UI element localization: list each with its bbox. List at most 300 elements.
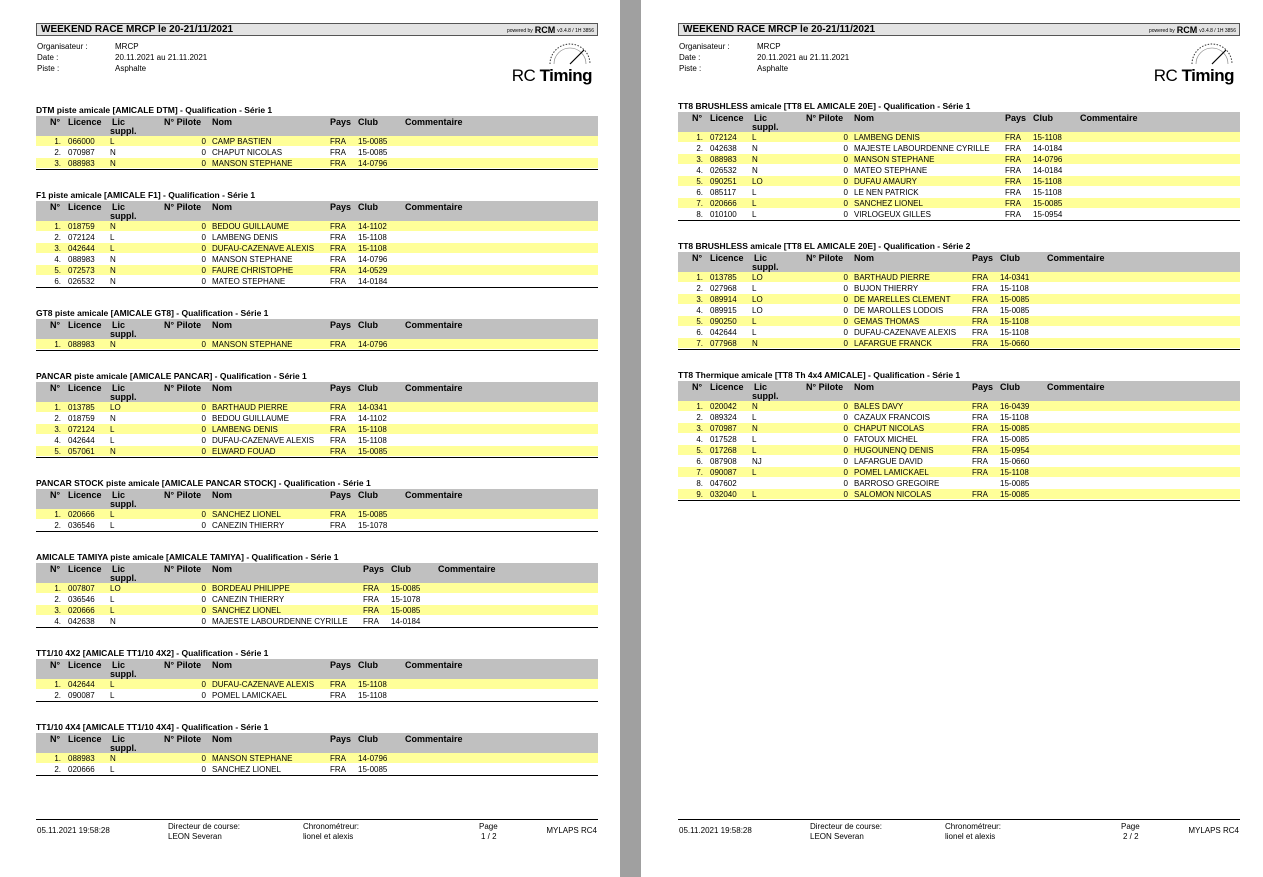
- cell-licence: 089915: [710, 306, 737, 315]
- cell-rank: 2.: [696, 413, 703, 422]
- table-row: [678, 401, 1240, 412]
- cell-licence: 020042: [710, 402, 737, 411]
- cell-club: 14-0341: [358, 403, 388, 412]
- cell-nom: GEMAS THOMAS: [854, 317, 920, 326]
- col-num-header: N°: [50, 383, 61, 393]
- cell-pilote-number: 0: [201, 595, 206, 604]
- col-nom-header: Nom: [854, 382, 874, 392]
- cell-rank: 7.: [696, 199, 703, 208]
- cell-pilote-number: 0: [843, 317, 848, 326]
- col-lic-header: Lic: [112, 734, 126, 744]
- cell-licence: 018759: [68, 222, 95, 231]
- table-end-line: [36, 287, 598, 288]
- cell-pays: FRA: [1005, 155, 1021, 164]
- table-row: [678, 338, 1240, 349]
- cell-club: 14-0184: [358, 277, 388, 286]
- cell-licence: 088983: [68, 255, 95, 264]
- table-end-line: [678, 500, 1240, 501]
- cell-club: 15-1108: [358, 436, 387, 445]
- cell-licence: 070987: [710, 424, 737, 433]
- directeur-label: Directeur de course:: [810, 822, 883, 831]
- cell-club: 15-1108: [358, 691, 387, 700]
- cell-club: 14-1102: [358, 414, 387, 423]
- cell-licence: 013785: [710, 273, 737, 282]
- cell-rank: 4.: [696, 166, 703, 175]
- cell-rank: 2.: [54, 691, 61, 700]
- cell-club: 14-0796: [358, 340, 388, 349]
- table-end-line: [678, 220, 1240, 221]
- table-header: [678, 381, 1240, 401]
- cell-rank: 3.: [696, 295, 703, 304]
- powered-by-label: powered by: [506, 28, 533, 34]
- col-pays-header: Pays: [330, 660, 352, 670]
- cell-licence: 020666: [68, 765, 95, 774]
- rc-timing-logo: [510, 40, 592, 86]
- cell-lic-suppl: L: [752, 328, 757, 337]
- cell-licence: 042644: [68, 244, 95, 253]
- cell-pilote-number: 0: [201, 340, 206, 349]
- cell-pilote-number: 0: [843, 273, 848, 282]
- page-content: [36, 0, 598, 877]
- version-label: v3.4.8 / 1H 3856: [1199, 28, 1236, 34]
- event-info: [37, 41, 297, 74]
- cell-nom: FATOUX MICHEL: [854, 435, 918, 444]
- col-licence-header: Licence: [68, 490, 102, 500]
- cell-pilote-number: 0: [201, 617, 206, 626]
- table-row: [678, 434, 1240, 445]
- cell-pays: FRA: [330, 414, 346, 423]
- cell-pilote-number: 0: [201, 680, 206, 689]
- cell-licence: 042644: [68, 680, 95, 689]
- cell-licence: 087908: [710, 457, 737, 466]
- cell-licence: 013785: [68, 403, 95, 412]
- cell-pilote-number: 0: [843, 402, 848, 411]
- directeur-value: LEON Severan: [810, 832, 864, 841]
- table-header: [36, 563, 598, 583]
- cell-licence: 020666: [68, 606, 95, 615]
- cell-lic-suppl: L: [752, 446, 757, 455]
- cell-rank: 1.: [696, 402, 703, 411]
- cell-pays: FRA: [972, 402, 988, 411]
- cell-licence: 090087: [68, 691, 95, 700]
- col-commentaire-header: Commentaire: [438, 564, 496, 574]
- section-title: TT8 Thermique amicale [TT8 Th 4x4 AMICALE] - Qualification - Série 1: [678, 370, 961, 380]
- cell-pays: FRA: [972, 339, 988, 348]
- table-header: [36, 201, 598, 221]
- col-nom-header: Nom: [212, 660, 232, 670]
- col-pays-header: Pays: [330, 734, 352, 744]
- cell-pilote-number: 0: [201, 244, 206, 253]
- cell-rank: 2.: [54, 765, 61, 774]
- table-header: [36, 319, 598, 339]
- col-commentaire-header: Commentaire: [405, 117, 463, 127]
- section-title: PANCAR STOCK piste amicale [AMICALE PANCAR STOCK] - Qualification - Série 1: [36, 478, 371, 488]
- table-row: [36, 605, 598, 616]
- table-end-line: [36, 627, 598, 628]
- section-title: TT1/10 4X4 [AMICALE TT1/10 4X4] - Qualification - Série 1: [36, 722, 269, 732]
- version-label: v3.4.8 / 1H 3856: [557, 28, 594, 34]
- chrono-label: Chronométreur:: [945, 822, 1002, 831]
- col-licence-header: Licence: [68, 117, 102, 127]
- cell-pays: FRA: [330, 137, 346, 146]
- table-row: [678, 209, 1240, 220]
- cell-pays: FRA: [972, 284, 988, 293]
- cell-pays: FRA: [972, 446, 988, 455]
- cell-licence: 066000: [68, 137, 95, 146]
- table-row: [36, 509, 598, 520]
- logo-text: [1154, 66, 1234, 86]
- col-num-header: N°: [692, 382, 703, 392]
- table-row: [36, 424, 598, 435]
- section-title: F1 piste amicale [AMICALE F1] - Qualification - Série 1: [36, 190, 256, 200]
- cell-rank: 6.: [696, 188, 703, 197]
- col-lic-header: Lic: [112, 320, 126, 330]
- cell-pilote-number: 0: [201, 436, 206, 445]
- cell-pilote-number: 0: [201, 255, 206, 264]
- system-name: MYLAPS RC4: [1188, 826, 1239, 835]
- cell-licence: 090251: [710, 177, 737, 186]
- cell-pays: FRA: [363, 584, 379, 593]
- cell-licence: 036546: [68, 595, 95, 604]
- table-row: [678, 456, 1240, 467]
- organisateur-label: Organisateur :: [679, 42, 730, 51]
- cell-pilote-number: 0: [201, 765, 206, 774]
- cell-rank: 2.: [54, 414, 61, 423]
- cell-pilote-number: 0: [201, 148, 206, 157]
- cell-licence: 072573: [68, 266, 95, 275]
- col-num-header: N°: [692, 113, 703, 123]
- cell-pilote-number: 0: [201, 277, 206, 286]
- col-club-header: Club: [1033, 113, 1053, 123]
- table-row: [36, 136, 598, 147]
- cell-licence: 027968: [710, 284, 737, 293]
- section-title: AMICALE TAMIYA piste amicale [AMICALE TAMIYA] - Qualification - Série 1: [36, 552, 339, 562]
- table-header: [36, 733, 598, 753]
- cell-rank: 3.: [54, 425, 61, 434]
- cell-rank: 9.: [696, 490, 703, 499]
- cell-lic-suppl: N: [110, 617, 116, 626]
- cell-club: 15-0085: [358, 510, 388, 519]
- cell-pays: FRA: [1005, 210, 1021, 219]
- col-nom-header: Nom: [212, 383, 232, 393]
- table-row: [678, 294, 1240, 305]
- result-section: [36, 371, 598, 458]
- cell-rank: 1.: [54, 510, 61, 519]
- result-section: [36, 105, 598, 170]
- cell-nom: BARTHAUD PIERRE: [212, 403, 288, 412]
- col-club-header: Club: [358, 383, 378, 393]
- cell-licence: 088983: [68, 754, 95, 763]
- cell-pays: FRA: [330, 425, 346, 434]
- result-section: [678, 101, 1240, 221]
- cell-lic-suppl: NJ: [752, 457, 762, 466]
- result-section: [36, 552, 598, 628]
- cell-club: 15-0954: [1033, 210, 1063, 219]
- cell-rank: 2.: [54, 233, 61, 242]
- cell-pays: FRA: [363, 606, 379, 615]
- col-num-header: N°: [50, 564, 61, 574]
- cell-pays: FRA: [1005, 177, 1021, 186]
- cell-nom: BORDEAU PHILIPPE: [212, 584, 290, 593]
- cell-club: 15-1108: [1033, 177, 1062, 186]
- cell-club: 14-0796: [358, 255, 388, 264]
- col-npilote-header: N° Pilote: [806, 253, 844, 263]
- table-row: [36, 679, 598, 690]
- col-club-header: Club: [1000, 382, 1020, 392]
- table-row: [36, 158, 598, 169]
- col-pays-header: Pays: [972, 253, 994, 263]
- cell-rank: 6.: [696, 457, 703, 466]
- cell-nom: DUFAU-CAZENAVE ALEXIS: [212, 436, 315, 445]
- table-row: [678, 412, 1240, 423]
- cell-nom: BUJON THIERRY: [854, 284, 919, 293]
- page-number: 1 / 2: [481, 832, 497, 841]
- section-title: PANCAR piste amicale [AMICALE PANCAR] - Qualification - Série 1: [36, 371, 307, 381]
- cell-pilote-number: 0: [201, 606, 206, 615]
- col-num-header: N°: [50, 202, 61, 212]
- table-row: [36, 753, 598, 764]
- col-npilote-header: N° Pilote: [806, 382, 844, 392]
- cell-rank: 3.: [54, 159, 61, 168]
- table-end-line: [36, 350, 598, 351]
- cell-lic-suppl: LO: [110, 584, 121, 593]
- print-datetime: 05.11.2021 19:58:28: [37, 826, 110, 835]
- cell-licence: 032040: [710, 490, 737, 499]
- cell-club: 15-0085: [391, 584, 421, 593]
- cell-rank: 4.: [54, 255, 61, 264]
- result-section: [678, 370, 1240, 501]
- table-row: [678, 198, 1240, 209]
- cell-lic-suppl: LO: [752, 273, 763, 282]
- table-row: [36, 254, 598, 265]
- cell-lic-suppl: N: [110, 148, 116, 157]
- cell-lic-suppl: N: [110, 159, 116, 168]
- cell-nom: BEDOU GUILLAUME: [212, 414, 289, 423]
- cell-pays: FRA: [330, 765, 346, 774]
- cell-pilote-number: 0: [201, 403, 206, 412]
- cell-pilote-number: 0: [201, 510, 206, 519]
- cell-rank: 5.: [696, 317, 703, 326]
- section-title: TT1/10 4X2 [AMICALE TT1/10 4X2] - Qualification - Série 1: [36, 648, 269, 658]
- table-row: [36, 265, 598, 276]
- cell-pilote-number: 0: [201, 414, 206, 423]
- cell-nom: LAFARGUE FRANCK: [854, 339, 932, 348]
- logo-timing: Timing: [1181, 66, 1234, 85]
- table-row: [36, 764, 598, 775]
- cell-club: 15-0085: [1000, 490, 1030, 499]
- cell-pays: FRA: [330, 233, 346, 242]
- cell-pilote-number: 0: [843, 413, 848, 422]
- cell-club: 15-1108: [1000, 317, 1029, 326]
- cell-licence: 042638: [710, 144, 737, 153]
- cell-nom: CAMP BASTIEN: [212, 137, 272, 146]
- table-row: [36, 243, 598, 254]
- cell-rank: 8.: [696, 210, 703, 219]
- cell-pays: FRA: [330, 447, 346, 456]
- cell-licence: 020666: [710, 199, 737, 208]
- cell-pays: FRA: [363, 617, 379, 626]
- section-title: TT8 BRUSHLESS amicale [TT8 EL AMICALE 20E] - Qualification - Série 1: [678, 101, 971, 111]
- col-commentaire-header: Commentaire: [1047, 382, 1105, 392]
- cell-lic-suppl: L: [110, 436, 115, 445]
- table-row: [678, 176, 1240, 187]
- cell-nom: VIRLOGEUX GILLES: [854, 210, 931, 219]
- cell-licence: 007807: [68, 584, 95, 593]
- col-club-header: Club: [358, 660, 378, 670]
- cell-lic-suppl: L: [110, 680, 115, 689]
- cell-club: 15-0660: [1000, 339, 1030, 348]
- col-lic-header: Lic: [754, 253, 768, 263]
- cell-rank: 7.: [696, 468, 703, 477]
- cell-lic-suppl: N: [752, 166, 758, 175]
- cell-nom: SANCHEZ LIONEL: [212, 606, 281, 615]
- cell-pays: FRA: [972, 424, 988, 433]
- result-section: [36, 190, 598, 288]
- col-suppl-header: suppl.: [110, 329, 137, 339]
- col-nom-header: Nom: [212, 117, 232, 127]
- cell-rank: 1.: [54, 680, 61, 689]
- cell-rank: 4.: [54, 436, 61, 445]
- col-licence-header: Licence: [68, 734, 102, 744]
- cell-club: 15-0085: [391, 606, 421, 615]
- piste-label: Piste :: [679, 64, 702, 73]
- cell-rank: 1.: [696, 273, 703, 282]
- table-end-line: [36, 531, 598, 532]
- col-commentaire-header: Commentaire: [1047, 253, 1105, 263]
- table-row: [36, 446, 598, 457]
- table-end-line: [36, 169, 598, 170]
- report-page-1: [0, 0, 620, 877]
- cell-licence: 088983: [68, 340, 95, 349]
- cell-club: 15-1078: [358, 521, 388, 530]
- page-footer: [36, 819, 598, 849]
- cell-lic-suppl: N: [110, 255, 116, 264]
- table-row: [678, 283, 1240, 294]
- col-lic-header: Lic: [112, 564, 126, 574]
- gauge-icon: [1188, 40, 1234, 66]
- col-pays-header: Pays: [330, 117, 352, 127]
- cell-licence: 010100: [710, 210, 737, 219]
- cell-pilote-number: 0: [201, 584, 206, 593]
- cell-rank: 2.: [696, 284, 703, 293]
- table-row: [678, 187, 1240, 198]
- piste-value: Asphalte: [757, 64, 789, 73]
- table-header: [678, 252, 1240, 272]
- page-content: [678, 0, 1240, 877]
- table-row: [36, 616, 598, 627]
- cell-lic-suppl: LO: [110, 403, 121, 412]
- table-end-line: [678, 349, 1240, 350]
- cell-pays: FRA: [330, 222, 346, 231]
- col-licence-header: Licence: [68, 383, 102, 393]
- cell-nom: LAMBENG DENIS: [854, 133, 920, 142]
- cell-pays: FRA: [1005, 188, 1021, 197]
- col-licence-header: Licence: [710, 382, 744, 392]
- col-commentaire-header: Commentaire: [405, 734, 463, 744]
- col-suppl-header: suppl.: [110, 499, 137, 509]
- cell-nom: MANSON STEPHANE: [854, 155, 935, 164]
- result-section: [678, 241, 1240, 350]
- col-npilote-header: N° Pilote: [164, 660, 202, 670]
- cell-club: 15-1108: [1000, 328, 1029, 337]
- table-row: [36, 583, 598, 594]
- cell-pays: FRA: [972, 306, 988, 315]
- col-licence-header: Licence: [68, 564, 102, 574]
- col-commentaire-header: Commentaire: [1080, 113, 1138, 123]
- cell-pilote-number: 0: [201, 222, 206, 231]
- cell-nom: SANCHEZ LIONEL: [212, 510, 281, 519]
- result-section: [36, 308, 598, 351]
- col-nom-header: Nom: [212, 202, 232, 212]
- cell-nom: SANCHEZ LIONEL: [854, 199, 923, 208]
- cell-rank: 5.: [54, 266, 61, 275]
- table-row: [678, 143, 1240, 154]
- rcm-label: RCM: [534, 25, 556, 35]
- cell-rank: 8.: [696, 479, 703, 488]
- cell-club: 14-0529: [358, 266, 388, 275]
- cell-pays: FRA: [972, 435, 988, 444]
- cell-lic-suppl: L: [752, 199, 757, 208]
- cell-club: 15-1108: [1000, 284, 1029, 293]
- cell-rank: 1.: [54, 222, 61, 231]
- cell-nom: CHAPUT NICOLAS: [212, 148, 283, 157]
- col-suppl-header: suppl.: [110, 573, 137, 583]
- cell-club: 15-0085: [1033, 199, 1063, 208]
- cell-club: 14-0184: [1033, 166, 1063, 175]
- cell-pays: FRA: [330, 159, 346, 168]
- cell-nom: SANCHEZ LIONEL: [212, 765, 281, 774]
- cell-club: 15-1108: [1033, 133, 1062, 142]
- cell-pays: FRA: [330, 691, 346, 700]
- cell-club: 15-0085: [1000, 295, 1030, 304]
- cell-nom: MAJESTE LABOURDENNE CYRILLE: [212, 617, 348, 626]
- cell-licence: 047602: [710, 479, 737, 488]
- cell-nom: DE MARELLES CLEMENT: [854, 295, 951, 304]
- cell-lic-suppl: L: [752, 317, 757, 326]
- cell-nom: ELWARD FOUAD: [212, 447, 276, 456]
- cell-rank: 7.: [696, 339, 703, 348]
- cell-club: 15-0085: [1000, 424, 1030, 433]
- cell-pays: FRA: [972, 273, 988, 282]
- cell-licence: 072124: [68, 233, 95, 242]
- col-suppl-header: suppl.: [110, 743, 137, 753]
- cell-club: 15-0085: [358, 148, 388, 157]
- cell-pilote-number: 0: [201, 266, 206, 275]
- cell-licence: 085117: [710, 188, 737, 197]
- cell-nom: LE NEN PATRICK: [854, 188, 919, 197]
- cell-club: 15-0085: [358, 765, 388, 774]
- col-npilote-header: N° Pilote: [164, 490, 202, 500]
- date-label: Date :: [679, 53, 701, 62]
- cell-lic-suppl: N: [752, 339, 758, 348]
- cell-rank: 4.: [54, 617, 61, 626]
- cell-lic-suppl: N: [110, 340, 116, 349]
- cell-club: 15-1078: [391, 595, 421, 604]
- cell-rank: 1.: [696, 133, 703, 142]
- table-row: [36, 594, 598, 605]
- col-npilote-header: N° Pilote: [164, 320, 202, 330]
- cell-pays: FRA: [330, 266, 346, 275]
- cell-pays: FRA: [330, 754, 346, 763]
- cell-rank: 5.: [696, 446, 703, 455]
- cell-nom: LAMBENG DENIS: [212, 425, 278, 434]
- cell-licence: 026532: [710, 166, 737, 175]
- cell-lic-suppl: L: [110, 510, 115, 519]
- directeur-value: LEON Severan: [168, 832, 222, 841]
- cell-rank: 3.: [54, 244, 61, 253]
- col-lic-header: Lic: [112, 117, 126, 127]
- table-row: [678, 423, 1240, 434]
